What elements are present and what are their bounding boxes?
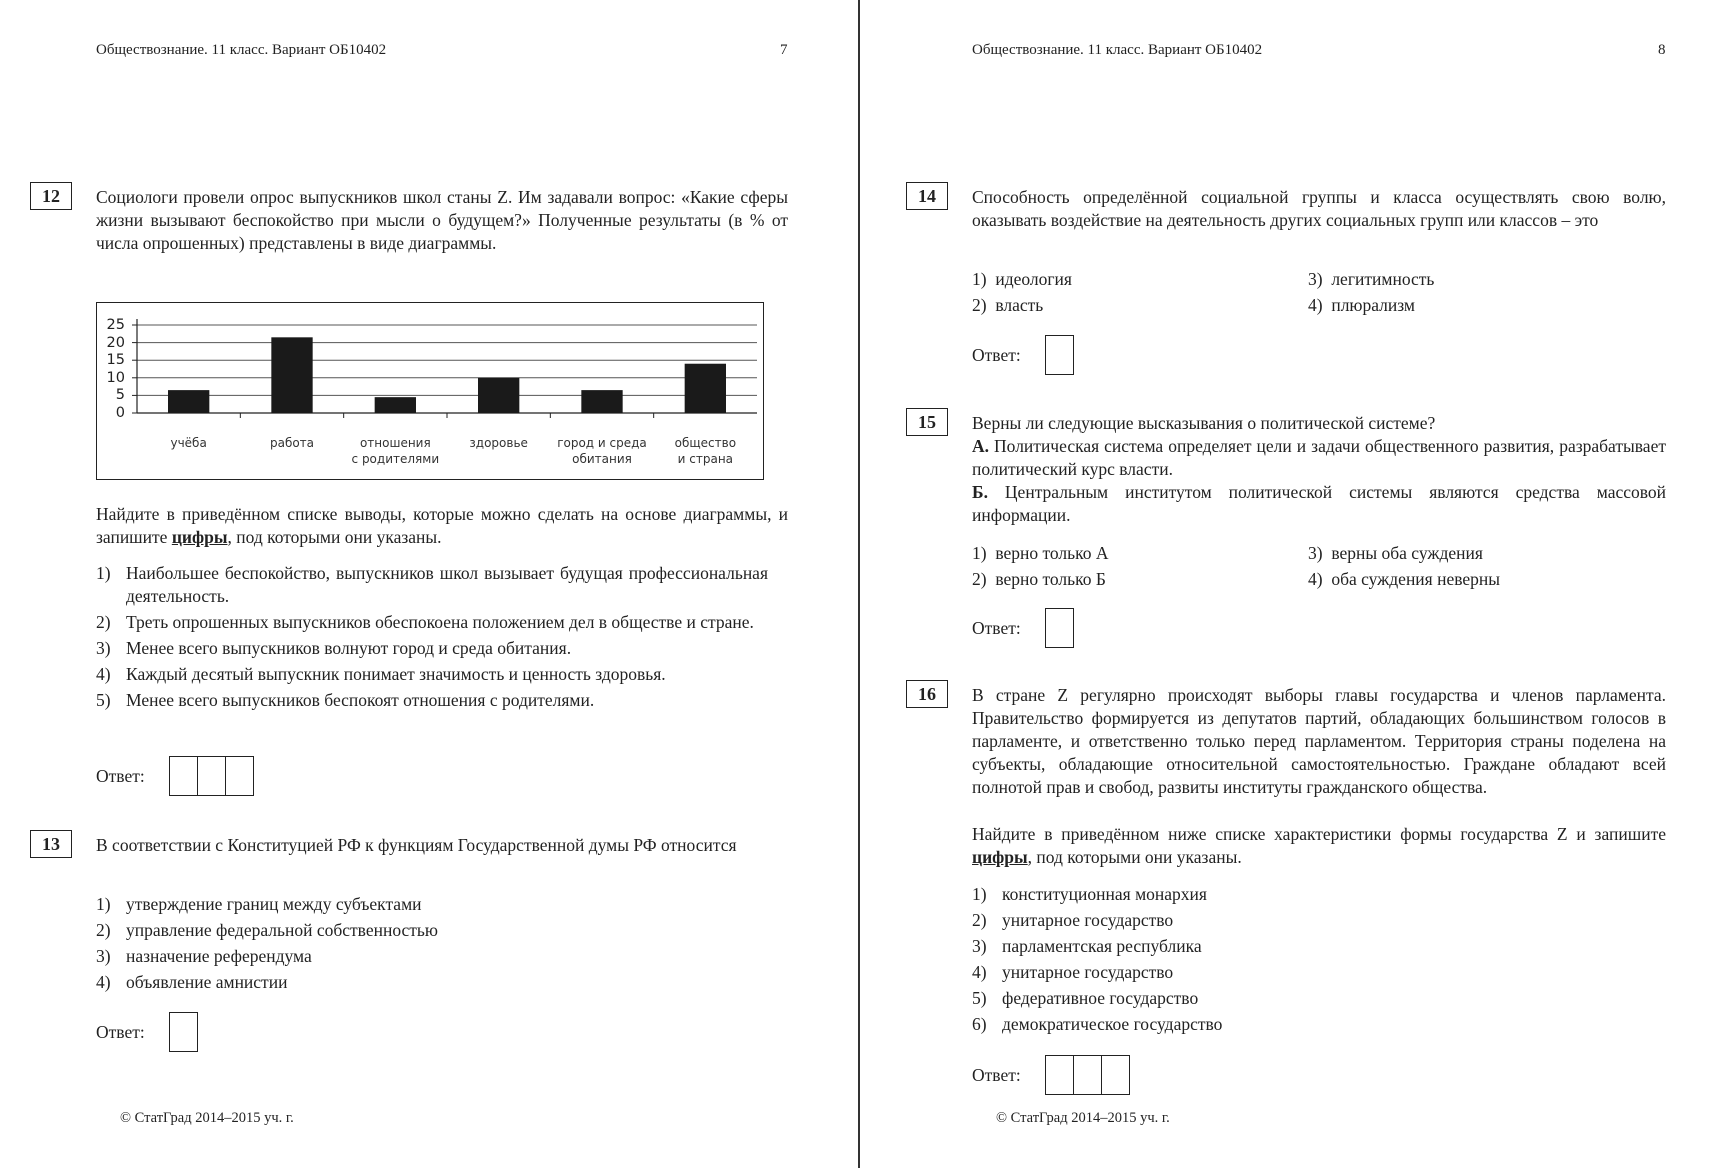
question-15-intro: Верны ли следующие высказывания о политической системе? bbox=[972, 413, 1436, 433]
question-12-option bbox=[96, 637, 768, 660]
x-tick-label bbox=[547, 435, 657, 467]
x-tick-label-line: с родителями bbox=[351, 452, 440, 466]
statement-a bbox=[972, 435, 1666, 481]
answer-cell[interactable] bbox=[225, 757, 253, 795]
option-text: утверждение границ между субъектами bbox=[126, 894, 422, 914]
option-number: 4) bbox=[96, 972, 111, 992]
option-number: 3) bbox=[1308, 543, 1323, 563]
option-text: легитимность bbox=[1331, 269, 1435, 289]
question-13-number: 13 bbox=[30, 830, 72, 858]
answer-cells[interactable] bbox=[169, 756, 254, 796]
question-12-task-pre: Найдите в приведённом списке выводы, которые можно сделать на основе диаграммы, и запишите bbox=[96, 504, 788, 547]
option-text: назначение референдума bbox=[126, 946, 312, 966]
question-15-answer bbox=[972, 608, 1074, 648]
option-text: верно только А bbox=[995, 543, 1109, 563]
option-text: унитарное государство bbox=[1002, 910, 1174, 930]
left-page bbox=[0, 0, 858, 1168]
question-16-intro: В стране Z регулярно происходят выборы главы государства и членов парламента. Правительство формируется из депутатов партий, обладающих большинством голосов в парламенте, и ответственно только перед парламентом. Территория страны поделена на субъекты, обладающие относительной самостоятельностью. Граждане обладают всей полнотой прав и свобод, развиты институты гражданского общества. bbox=[972, 685, 1666, 797]
option-text: идеология bbox=[995, 269, 1072, 289]
question-15-option bbox=[1308, 566, 1500, 592]
option-text: верны оба суждения bbox=[1331, 543, 1483, 563]
option-number: 4) bbox=[1308, 295, 1323, 315]
option-number: 1) bbox=[972, 269, 987, 289]
option-text: Каждый десятый выпускник понимает значимость и ценность здоровья. bbox=[126, 664, 666, 684]
question-16-task bbox=[972, 823, 1666, 869]
x-tick-label-line: отношения bbox=[359, 436, 431, 450]
option-text: плюрализм bbox=[1331, 295, 1416, 315]
question-14-number: 14 bbox=[906, 182, 948, 210]
answer-cells[interactable] bbox=[1045, 1055, 1130, 1095]
answer-cell[interactable] bbox=[197, 757, 225, 795]
answer-cell[interactable] bbox=[170, 757, 197, 795]
option-text: парламентская республика bbox=[1002, 936, 1202, 956]
left-page-number: 7 bbox=[780, 42, 788, 58]
answer-cells[interactable] bbox=[169, 1012, 198, 1052]
x-tick-label-line: работа bbox=[269, 436, 315, 450]
option-text: Менее всего выпускников волнуют город и среда обитания. bbox=[126, 638, 572, 658]
question-12-option bbox=[96, 562, 768, 608]
x-tick-label bbox=[444, 435, 554, 451]
option-number: 5) bbox=[96, 690, 111, 710]
bar bbox=[581, 390, 622, 413]
option-number: 2) bbox=[972, 569, 987, 589]
question-16-task-bold: цифры bbox=[972, 847, 1028, 867]
option-number: 2) bbox=[972, 910, 987, 930]
option-text: оба суждения неверны bbox=[1331, 569, 1501, 589]
question-12-task bbox=[96, 503, 788, 549]
bar bbox=[685, 364, 726, 413]
question-12-option bbox=[96, 689, 768, 712]
answer-cell[interactable] bbox=[1046, 609, 1073, 647]
option-number: 1) bbox=[972, 543, 987, 563]
option-text: власть bbox=[995, 295, 1044, 315]
bar bbox=[375, 397, 416, 413]
x-tick-label-line: и страна bbox=[677, 452, 734, 466]
answer-cell[interactable] bbox=[170, 1013, 197, 1051]
question-16-answer bbox=[972, 1055, 1130, 1095]
x-tick-label-line: город и среда bbox=[557, 436, 647, 450]
question-14-option bbox=[972, 292, 1043, 318]
right-header-title: Обществознание. 11 класс. Вариант ОБ10402 bbox=[972, 42, 1263, 58]
option-number: 4) bbox=[1308, 569, 1323, 589]
question-13-option bbox=[96, 891, 768, 917]
bar bbox=[478, 378, 519, 413]
question-16-option bbox=[972, 985, 1652, 1011]
x-tick-label-line: обитания bbox=[572, 452, 632, 466]
answer-cell[interactable] bbox=[1046, 336, 1073, 374]
option-text: Менее всего выпускников беспокоят отношения с родителями. bbox=[126, 690, 595, 710]
question-12-intro: Социологи провели опрос выпускников школ станы Z. Им задавали вопрос: «Какие сферы жизни вызывают беспокойство при мысли о будущем?» Полученные результаты (в % от числа опрошенных) представлены в виде диаграммы. bbox=[96, 187, 788, 253]
option-text: Наибольшее беспокойство, выпускников школ вызывает будущая профессиональная деятельность. bbox=[126, 563, 768, 606]
answer-label: Ответ: bbox=[972, 1064, 1021, 1085]
answer-cell[interactable] bbox=[1046, 1056, 1073, 1094]
right-page bbox=[876, 0, 1718, 1168]
option-number: 5) bbox=[972, 988, 987, 1008]
option-number: 3) bbox=[96, 946, 111, 966]
option-text: конституционная монархия bbox=[1002, 884, 1207, 904]
option-text: унитарное государство bbox=[1002, 962, 1174, 982]
option-number: 6) bbox=[972, 1014, 987, 1034]
answer-label: Ответ: bbox=[972, 344, 1021, 365]
question-12-option bbox=[96, 611, 768, 634]
y-tick-label: 20 bbox=[106, 334, 125, 351]
right-footer: © СтатГрад 2014–2015 уч. г. bbox=[996, 1110, 1170, 1126]
right-page-number: 8 bbox=[1658, 42, 1666, 58]
question-12-task-post: , под которыми они указаны. bbox=[227, 527, 442, 547]
statement-a-label: А. bbox=[972, 436, 990, 456]
option-text: верно только Б bbox=[995, 569, 1106, 589]
option-number: 1) bbox=[96, 894, 111, 914]
x-tick-label bbox=[650, 435, 760, 467]
question-13-options bbox=[96, 891, 768, 995]
option-number: 3) bbox=[96, 638, 111, 658]
question-16-task-pre: Найдите в приведённом ниже списке характеристики формы государства Z и запишите bbox=[972, 824, 1666, 844]
question-12-option bbox=[96, 663, 768, 686]
statement-b-label: Б. bbox=[972, 482, 988, 502]
bar bbox=[271, 337, 312, 413]
question-14-intro: Способность определённой социальной группы и класса осуществлять свою волю, оказывать воздействие на деятельность других социальных групп или классов – это bbox=[972, 187, 1666, 230]
statement-a-text: Политическая система определяет цели и задачи общественного развития, разрабатывает политический курс власти. bbox=[972, 436, 1666, 479]
question-12-chart bbox=[96, 302, 764, 480]
x-tick-label bbox=[237, 435, 347, 451]
question-15-option bbox=[1308, 540, 1483, 566]
question-13-option bbox=[96, 969, 768, 995]
option-text: объявление амнистии bbox=[126, 972, 288, 992]
page-divider bbox=[858, 0, 860, 1168]
y-tick-label: 0 bbox=[115, 405, 125, 421]
option-number: 4) bbox=[972, 962, 987, 982]
answer-cell[interactable] bbox=[1073, 1056, 1101, 1094]
y-tick-label: 10 bbox=[106, 369, 125, 386]
option-number: 1) bbox=[96, 563, 111, 583]
x-tick-label-line: общество bbox=[674, 436, 737, 450]
answer-label: Ответ: bbox=[96, 1021, 145, 1042]
y-tick-label: 15 bbox=[106, 352, 125, 369]
option-number: 4) bbox=[96, 664, 111, 684]
x-tick-label bbox=[340, 435, 450, 467]
left-header-title: Обществознание. 11 класс. Вариант ОБ10402 bbox=[96, 42, 387, 58]
option-number: 2) bbox=[972, 295, 987, 315]
answer-label: Ответ: bbox=[972, 617, 1021, 638]
question-16-option bbox=[972, 881, 1652, 907]
question-16-options bbox=[972, 881, 1652, 1037]
question-13-option bbox=[96, 917, 768, 943]
option-number: 3) bbox=[972, 936, 987, 956]
question-14-option bbox=[1308, 266, 1434, 292]
question-15-number: 15 bbox=[906, 408, 948, 436]
option-text: управление федеральной собственностью bbox=[126, 920, 438, 940]
option-number: 1) bbox=[972, 884, 987, 904]
x-tick-label-line: здоровье bbox=[469, 436, 528, 450]
question-12-task-bold: цифры bbox=[171, 527, 228, 547]
statement-b-text: Центральным институтом политической системы являются средства массовой информации. bbox=[972, 482, 1666, 525]
question-13-option bbox=[96, 943, 768, 969]
question-16-option bbox=[972, 959, 1652, 985]
question-12-number: 12 bbox=[30, 182, 72, 210]
statement-b bbox=[972, 481, 1666, 527]
option-text: федеративное государство bbox=[1002, 988, 1199, 1008]
option-text: Треть опрошенных выпускников обеспокоена положением дел в обществе и стране. bbox=[126, 612, 754, 632]
answer-cells[interactable] bbox=[1045, 608, 1074, 648]
option-text: демократическое государство bbox=[1002, 1014, 1223, 1034]
answer-cells[interactable] bbox=[1045, 335, 1074, 375]
option-number: 3) bbox=[1308, 269, 1323, 289]
question-16-option bbox=[972, 907, 1652, 933]
option-number: 2) bbox=[96, 920, 111, 940]
question-13-intro: В соответствии с Конституцией РФ к функциям Государственной думы РФ относится bbox=[96, 835, 737, 855]
y-tick-label: 25 bbox=[106, 317, 125, 333]
answer-label: Ответ: bbox=[96, 765, 145, 786]
question-13-answer bbox=[96, 1012, 198, 1052]
question-16-task-post: , под которыми они указаны. bbox=[1027, 847, 1242, 867]
x-tick-label bbox=[134, 435, 244, 451]
question-16-option bbox=[972, 1011, 1652, 1037]
question-12-answer bbox=[96, 756, 254, 796]
question-15-option bbox=[972, 566, 1106, 592]
question-14-option bbox=[972, 266, 1072, 292]
x-tick-label-line: учёба bbox=[170, 436, 207, 450]
left-footer: © СтатГрад 2014–2015 уч. г. bbox=[120, 1110, 294, 1126]
question-14-answer bbox=[972, 335, 1074, 375]
y-tick-label: 5 bbox=[115, 387, 125, 404]
question-16-number: 16 bbox=[906, 680, 948, 708]
question-12-options bbox=[96, 562, 768, 715]
bar bbox=[168, 390, 209, 413]
answer-cell[interactable] bbox=[1101, 1056, 1129, 1094]
question-16-option bbox=[972, 933, 1652, 959]
question-15-option bbox=[972, 540, 1109, 566]
option-number: 2) bbox=[96, 612, 111, 632]
question-14-option bbox=[1308, 292, 1415, 318]
